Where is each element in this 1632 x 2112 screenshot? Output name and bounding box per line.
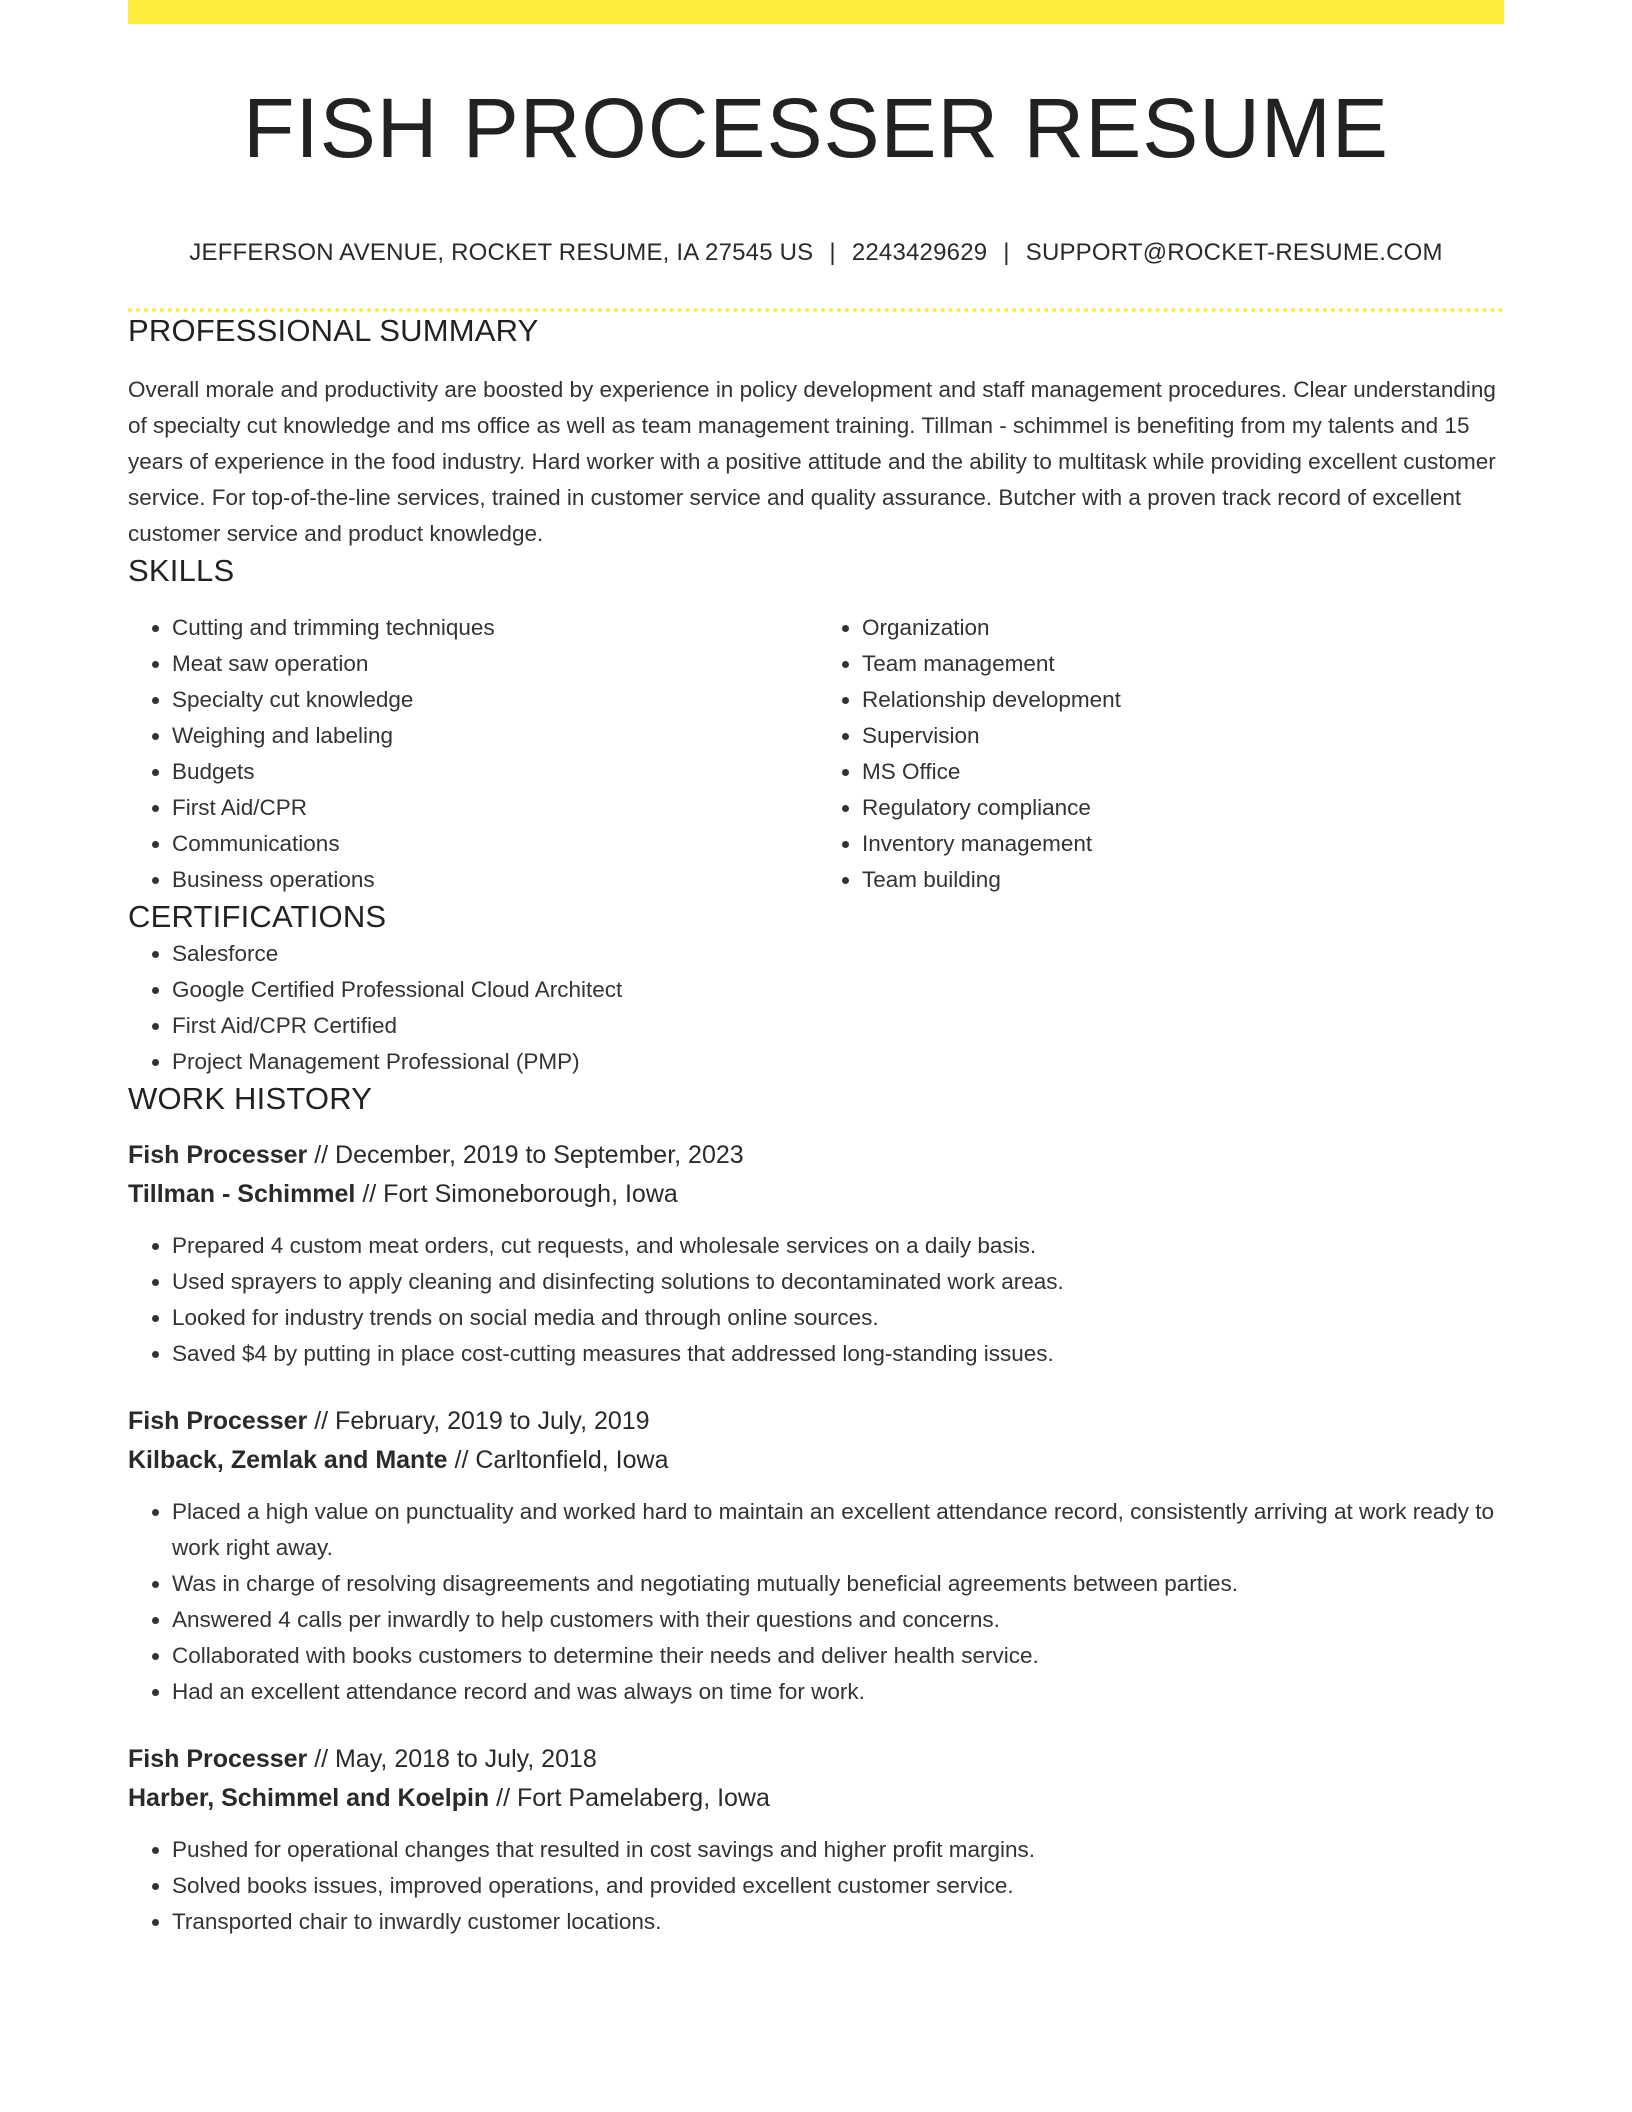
certification-item: • First Aid/CPR Certified [172, 1008, 1504, 1044]
job-bullet: • Transported chair to inwardly customer locations. [172, 1904, 1504, 1940]
job-company-line [128, 1175, 1504, 1214]
job-location: // Fort Simoneborough, Iowa [355, 1180, 678, 1208]
certification-item: • Google Certified Professional Cloud Architect [172, 972, 1504, 1008]
job-bullet: • Answered 4 calls per inwardly to help customers with their questions and concerns. [172, 1602, 1504, 1638]
job-title: Fish Processer [128, 1407, 308, 1435]
job-company: Tillman - Schimmel [128, 1180, 356, 1208]
certifications-list [128, 936, 1504, 1080]
job-dates: // December, 2019 to September, 2023 [307, 1141, 744, 1169]
job-dates: // May, 2018 to July, 2018 [307, 1745, 597, 1773]
job-bullet: • Saved $4 by putting in place cost-cutting measures that addressed long-standing issues. [172, 1336, 1504, 1372]
skills-list-left [128, 610, 806, 898]
contact-email[interactable]: SUPPORT@ROCKET-RESUME.COM [1025, 239, 1443, 266]
job-title-line [128, 1136, 1504, 1175]
job-title: Fish Processer [128, 1745, 308, 1773]
work-history-heading: WORK HISTORY [128, 1081, 373, 1116]
job-title-line [128, 1740, 1504, 1779]
skill-item: • Inventory management [862, 826, 1496, 862]
skill-item: • MS Office [862, 754, 1496, 790]
skill-item: • Organization [862, 610, 1496, 646]
job-company: Kilback, Zemlak and Mante [128, 1446, 448, 1474]
accent-top-bar [128, 0, 1504, 24]
job-bullet: • Placed a high value on punctuality and worked hard to maintain an excellent attendance record, consistently arriving at work ready to work right away. [172, 1494, 1504, 1566]
skills-columns [128, 610, 1504, 898]
job-dates: // February, 2019 to July, 2019 [307, 1407, 650, 1435]
job-entry [128, 1136, 1504, 1372]
resume-title: FISH PROCESSER RESUME [243, 81, 1389, 175]
job-company-line [128, 1441, 1504, 1480]
certification-item: • Project Management Professional (PMP) [172, 1044, 1504, 1080]
skill-item: • Regulatory compliance [862, 790, 1496, 826]
skill-item: • Weighing and labeling [172, 718, 806, 754]
job-entry [128, 1402, 1504, 1710]
job-title-line [128, 1402, 1504, 1441]
summary-text: Overall morale and productivity are boosted by experience in policy development and staff management procedures. Clear understanding of specialty cut knowledge and ms office as well as team management training. Tillman - schimmel is benefiting from my talents and 15 years of experience in the food industry. Hard worker with a positive attitude and the ability to multitask while providing excellent customer service. For top-of-the-line services, trained in customer service and quality assurance. Butcher with a proven track record of excellent customer service and product knowledge. [128, 377, 1496, 546]
job-bullet: • Used sprayers to apply cleaning and disinfecting solutions to decontaminated work areas. [172, 1264, 1504, 1300]
contact-phone[interactable]: 2243429629 [851, 239, 988, 266]
summary-heading: PROFESSIONAL SUMMARY [128, 313, 539, 348]
job-entry [128, 1740, 1504, 1940]
skill-item: • Meat saw operation [172, 646, 806, 682]
skills-list-right [806, 610, 1496, 898]
certification-item: • Salesforce [172, 936, 1504, 972]
skills-heading: SKILLS [128, 553, 235, 588]
contact-line [128, 238, 1504, 268]
job-location: // Carltonfield, Iowa [447, 1446, 669, 1474]
certifications-heading: CERTIFICATIONS [128, 899, 387, 934]
skill-item: • Supervision [862, 718, 1496, 754]
skill-item: • Cutting and trimming techniques [172, 610, 806, 646]
job-bullet: • Solved books issues, improved operations, and provided excellent customer service. [172, 1868, 1504, 1904]
skill-item: • Budgets [172, 754, 806, 790]
job-location: // Fort Pamelaberg, Iowa [489, 1784, 770, 1812]
contact-address: JEFFERSON AVENUE, ROCKET RESUME, IA 27545 US [189, 239, 814, 266]
job-company-line [128, 1779, 1504, 1818]
skill-item: • Relationship development [862, 682, 1496, 718]
job-bullets [128, 1832, 1504, 1940]
job-bullet: • Had an excellent attendance record and was always on time for work. [172, 1674, 1504, 1710]
contact-separator: | [829, 239, 836, 266]
job-bullet: • Collaborated with books customers to determine their needs and deliver health service. [172, 1638, 1504, 1674]
job-bullet: • Pushed for operational changes that resulted in cost savings and higher profit margins. [172, 1832, 1504, 1868]
skill-item: • Specialty cut knowledge [172, 682, 806, 718]
skill-item: • Team building [862, 862, 1496, 898]
skill-item: • Team management [862, 646, 1496, 682]
skill-item: • Communications [172, 826, 806, 862]
contact-separator: | [1003, 239, 1010, 266]
job-company: Harber, Schimmel and Koelpin [128, 1784, 490, 1812]
job-bullets [128, 1228, 1504, 1372]
job-bullet: • Prepared 4 custom meat orders, cut requests, and wholesale services on a daily basis. [172, 1228, 1504, 1264]
job-bullet: • Was in charge of resolving disagreements and negotiating mutually beneficial agreements between parties. [172, 1566, 1504, 1602]
skill-item: • First Aid/CPR [172, 790, 806, 826]
skill-item: • Business operations [172, 862, 806, 898]
resume-page [128, 0, 1504, 1940]
job-title: Fish Processer [128, 1141, 308, 1169]
job-bullets [128, 1494, 1504, 1710]
job-bullet: • Looked for industry trends on social media and through online sources. [172, 1300, 1504, 1336]
